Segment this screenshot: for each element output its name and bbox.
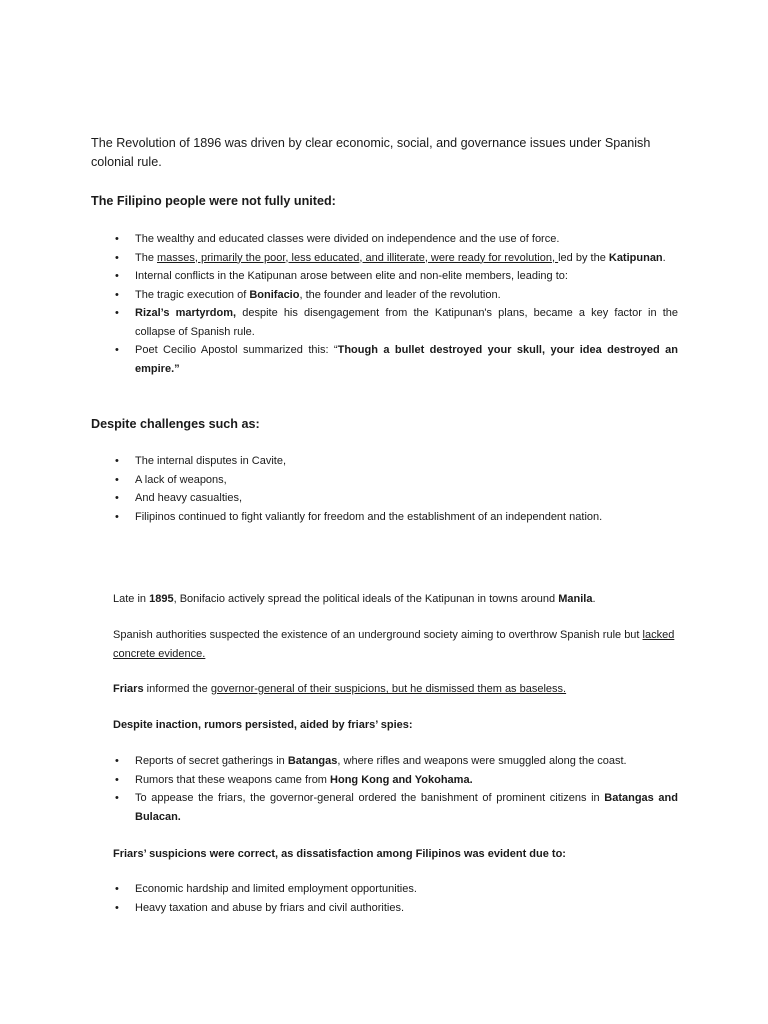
list-item: • Reports of secret gatherings in Batangas, where rifles and weapons were smuggled along the coast. xyxy=(135,752,678,771)
section-heading-challenges: Despite challenges such as: xyxy=(91,417,260,431)
intro-paragraph: The Revolution of 1896 was driven by clear economic, social, and governance issues under Spanish colonial rule. xyxy=(91,136,651,169)
paragraph-friars: Friars informed the governor-general of their suspicions, but he dismissed them as baseless. xyxy=(113,683,567,695)
list-item: • The wealthy and educated classes were divided on independence and the use of force. xyxy=(135,230,678,249)
list-item: • And heavy casualties, xyxy=(135,489,678,508)
list-item: • The tragic execution of Bonifacio, the founder and leader of the revolution. xyxy=(135,286,678,305)
paragraph-dissatisfaction-heading: Friars’ suspicions were correct, as dissatisfaction among Filipinos was evident due to: xyxy=(113,848,566,860)
list-item: • Rizal’s martyrdom, despite his disengagement from the Katipunan's plans, became a key factor in the collapse of Spanish rule. xyxy=(135,304,678,341)
paragraph-spanish-authorities: Spanish authorities suspected the existence of an underground society aiming to overthrow Spanish rule but lacked concrete evidence. xyxy=(113,629,675,660)
list-item: • Heavy taxation and abuse by friars and civil authorities. xyxy=(135,899,678,918)
paragraph-rumors-heading: Despite inaction, rumors persisted, aided by friars’ spies: xyxy=(113,719,413,731)
bullet-list-unity xyxy=(135,230,678,378)
list-item: • Filipinos continued to fight valiantly for freedom and the establishment of an independent nation. xyxy=(135,508,678,527)
list-item: • The internal disputes in Cavite, xyxy=(135,452,678,471)
list-item: • To appease the friars, the governor-general ordered the banishment of prominent citizens in Batangas and Bulacan. xyxy=(135,789,678,826)
bullet-list-rumors xyxy=(135,752,678,826)
list-item: • The masses, primarily the poor, less educated, and illiterate, were ready for revolution, led by the Katipunan. xyxy=(135,249,678,268)
list-item: • Internal conflicts in the Katipunan arose between elite and non-elite members, leading to: xyxy=(135,267,678,286)
list-item: • A lack of weapons, xyxy=(135,471,678,490)
list-item: • Poet Cecilio Apostol summarized this: “Though a bullet destroyed your skull, your idea destroyed an empire.” xyxy=(135,341,678,378)
section-heading-unity: The Filipino people were not fully united: xyxy=(91,194,336,208)
bullet-list-challenges xyxy=(135,452,678,526)
paragraph-1895: Late in 1895, Bonifacio actively spread the political ideals of the Katipunan in towns around Manila. xyxy=(113,593,596,605)
bullet-list-dissatisfaction xyxy=(135,880,678,917)
list-item: • Rumors that these weapons came from Hong Kong and Yokohama. xyxy=(135,771,678,790)
list-item: • Economic hardship and limited employment opportunities. xyxy=(135,880,678,899)
